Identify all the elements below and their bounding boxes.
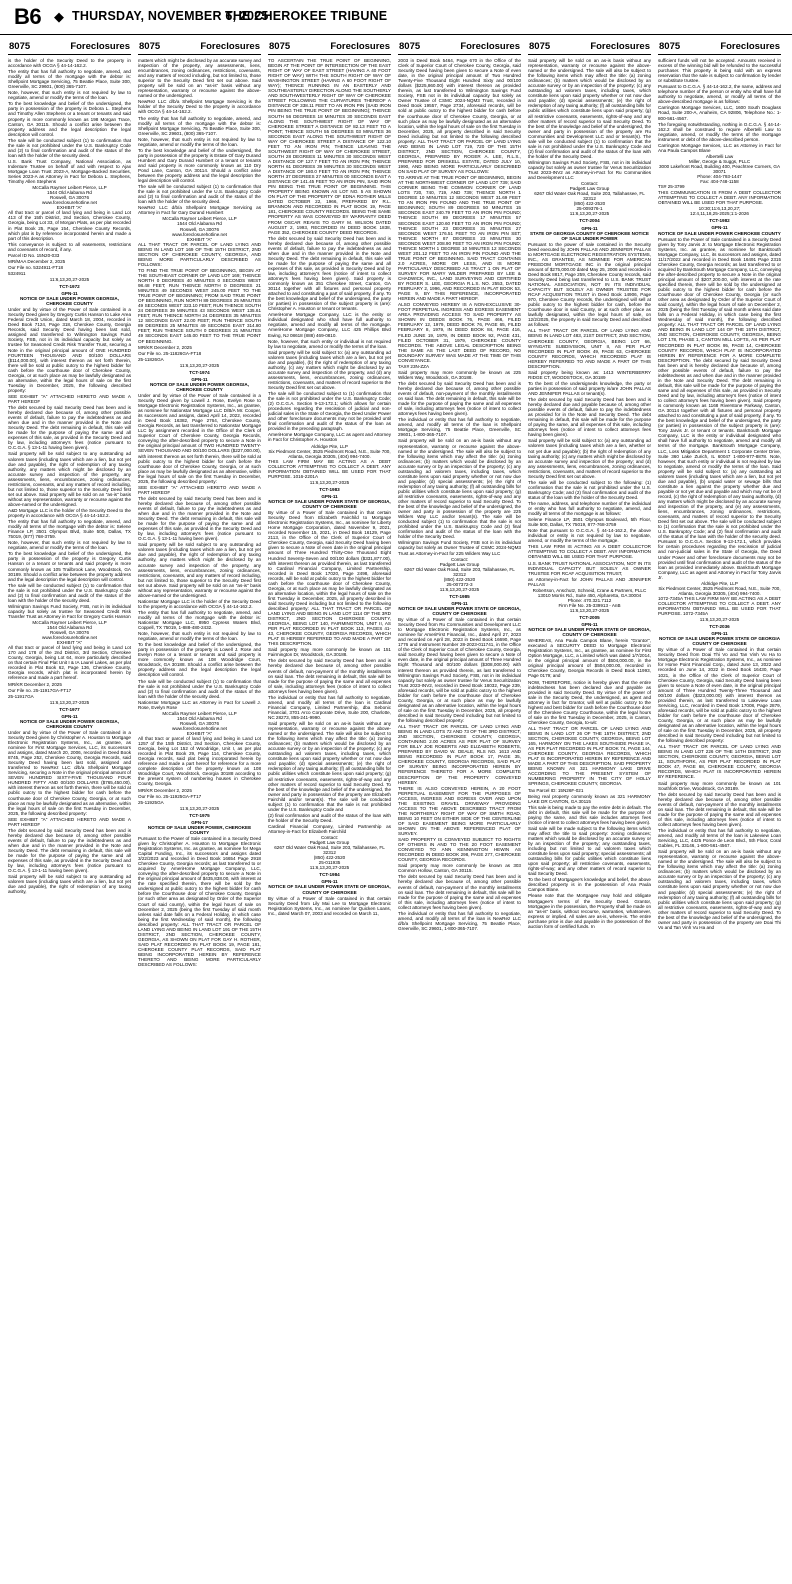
notice-paragraph: 2003 in Deed Book 5464, Page 670 in the Office of the Clerk of Superior Court of Cherokee County, Georgia, said Security Deed having been given to secure a Note of even date, in the original principal amount of Two Hundred Twenty-Five Thousand Eight Hundred Sixty and 00/100 dollars ($225,860.00) with interest thereon as provided therein, as last transferred to Wilmington Savings Fund Society, FSB not in its individual capacity but solely as Owner Trustee of CSMC 2024-NQM3 Trust, recorded in Deed Book 19557, Page 2734, aforesaid records, will be sold at public outcry to the highest bidder for cash before the courthouse door of Cherokee County, Georgia, or at such place as may be lawfully designated as an alternative location, within the legal hours of sale on the first Tuesday in December, 2025, all property described in said Security Deed including but not limited to the following described property: ALL THAT TRACT OR PARCEL OF LAND LYING AND BEING IN LAND LOT 719, 720 OF THE 15TH DISTRICT, 2ND SECTION, CHEROKEE COUNTY, GEORGIA, PREPARED BY ROGER A. LEE, R.L.S., PREPARED FOR DRISKELL ESTATE, DATED JULY 10, 1990, AND BEING MORE PARTICULARLY DESCRIBED ON SAID PLAT OF SURVEY AS FOLLOWS: [398,58,521,175]
notice-paragraph: TO FIND THE TRUE POINT OF BEGINNING, BEGIN AT THE SOUTHEAST CORNER OF LAND LOT 169; THENCE NORTH 0 DEGREES 40 MINUTES 0 SECONDS WEST 98.48 FEET; RUN THENCE NORTH 0 DEGREES 21 MINUTES 49 SECONDS WEST 245.00 FEET TO THE TRUE POINT OF BEGINNING; FROM SAID TRUE POINT OF BEGINNING, RUN NORTH 89 DEGREES 25 MINUTES 49 SECONDS WEST 323.10 FEET; RUN THENCE SOUTH 24 DEGREES 39 MINUTES 43 SECONDS WEST 135.61 FEET; RUN THENCE NORTH 24 DEGREES 35 MINUTES 12 SECONDS EAST 22.00 FEET; RUN THENCE SOUTH 89 DEGREES 25 MINUTES 49 SECONDS EAST 314.80 FEET; RUN THENCE SOUTH 0 DEGREES 21 MINUTES 49 SECONDS EAST 145.00 FEET TO THE TRUE POINT OF BEGINNING. [138,267,261,344]
notice-paragraph: Said property will be sold subject to any outstanding ad valorem taxes (including taxes which are a lien, but not yet due and payable), the right of redemption of any taxing authority, any matters which might be disclosed by an accurate survey and inspection of the property, any assessments, liens, encumbrances, zoning ordinances, restrictions, covenants, and any matters of record including, but not limited to, those superior to the Security Deed first set out above. Said property will be sold on an "as-is" basis without any representation, warranty or recourse against the above-named or the undersigned. [8,451,131,507]
column-6 [658,40,781,1578]
notice-paragraph: Being real property commonly known as 321 HARMONY LAKE DR CANTON, GA 30115 [528,793,651,804]
section-title: Foreclosures [590,41,650,52]
notice-paragraph: Parcel ID No. 15N20-033 [8,252,60,258]
notice-paragraph: The debt secured by said Security Deed has been and is hereby declared due because of, among other possible events of default, failure to pay the indebtedness as and when due and in the manner provided in the Note and Security Deed. The debt remaining in default, this sale will be made for the purpose of paying the same and all expenses of this sale, as provided in Security Deed and by law, including attorney's fees (notice of intent to collect attorney's fees having been given). Said property is commonly known as 351 Cherokee Street, Canton, GA 30114 together with all fixtures and personal property attached to and constituting a part of said property, if any. To the best knowledge and belief of the undersigned, the party (or parties) in possession of the subject property is (are): Christopher A. Houston or tenant or tenants. [268,235,391,312]
notice-line: Aldridge Pite, LLP [311,443,348,449]
section-header [658,40,781,55]
notice-paragraph: Said sale will be made subject to the following items which may affect the title to said property: zoning ordinances; matters which would be disclosed by an accurate survey or by an inspection of the property; any outstanding taxes, including but not limited to ad valorem taxes which constitute liens upon said property; special assessments; all outstanding bills for public utilities which constitute liens upon said property; all restrictive covenants, easements, rights-of-way; and any other matters of record superior to said Security Deed. [528,825,651,877]
notice-line: 1544 Old Alabama Rd [47,625,92,631]
notice-paragraph: U.S. Bank Trust Company, National Association, as Indenture Trustee on behalf of and with respect to Ajax Mortgage Loan Trust 2023-A, Mortgage-Backed Securities, Series 2023-A as Attorney in Fact for Debora L. Stephens, Timothy Allen Stephens [8,158,131,185]
notice-paragraph: Under and by virtue of the Power of Sale contained in a Security Deed given by Lowell J. Rose, Evelyn Rose to Mortgage Electronic Registration Systems, Inc., as grantee, as nominee for Nationstar Mortgage LLC D/B/A Mr. Cooper, its successors and assigns, dated April 14, 2022, recorded in Deed Book 16382, Page 2764, Cherokee County, Georgia Records, as last transferred to Nationstar Mortgage LLC by assignment recorded in the Office of the Clerk of Superior Court of Cherokee County, Georgia Records, conveying the after-described property to secure a Note in the original principal amount of TWO HUNDRED TWENTY-SEVEN THOUSAND AND 00/100 DOLLARS ($227,000.00), with interest thereon as set forth therein, there will be sold at public outcry to the highest bidder for cash before the courthouse door of Cherokee County, Georgia, or at such place as may be lawfully designated as an alternative, within the legal hours of sale on the first Tuesday in December, 2025, the following described property: [138,392,261,484]
notice-paragraph: 25-11826GA [138,356,164,362]
notice-paragraph: The sale will be conducted subject (1) to confirmation that the sale is not prohibited under the U.S. Bankruptcy Code and (2) to final confirmation and audit of the status of the loan with the holder of the security deed. [138,678,261,699]
notice-line: 11:6,13,20,27-2025 [309,479,350,485]
notice-line: 10:30;11:6,13,20,27; [698,206,741,212]
notice-paragraph: Said property will be sold on an as-is basis without any representation, warranty or recourse against the above-named or the undersigned. The sale will also be subject to the following items which may affect the title: (a) zoning ordinances; (b) matters which would be disclosed by an accurate survey or by an inspection of the property; (c) any outstanding ad valorem taxes, including taxes, which constitute liens upon said property whether or not now due and payable; (d) special assessments; (e) the right of redemption of any taxing authority; (f) all outstanding bills for public utilities which constitute liens upon said property; (g) all restrictive covenants, easements, rights-of-way and any other matters of record superior to said Security Deed. To the best of the knowledge and belief of the undersigned, the owner and party in possession of the property are Doai Thi Vo and Tan Vinh Vu Ha and [658,849,781,930]
notice-line: Phone: 404-793-1447 [697,174,742,180]
notice-paragraph: The sale will be conducted subject (1) to confirmation that the sale is not prohibited under the U.S. Bankruptcy Code and (2) to final confirmation and audit of the status of the loan with the holder of the security deed. [8,137,131,158]
notice-line: Padgett Law Group [569,186,610,192]
notice-id: TCT-2005 [579,614,600,620]
notice-title: NOTICE OF SALE UNDER POWER STATE OF GEORGIA, COUNTY OF CHEROKEE [268,498,391,510]
section-code: 8075 [399,41,421,52]
notice-title: STATE OF GEORGIA COUNTY OF CHEROKEE NOTICE OF SALE UNDER POWER [529,230,650,241]
notice-line: 25-011935 [318,860,341,866]
notice-line: 11:6,13,20,27-2025 [49,276,90,282]
notice-paragraph: Under and by virtue of the Power of Sale contained in a Security Deed given by Christopher A. Houston to Mortgage Electronic Registration Systems, Inc., as grantee, as nominee for First Mortgage Services, LLC, its successors and assigns, dated March 20, 2006, recorded in Deed Book 8745, Page 252, Cherokee County, Georgia Records, said Security Deed having been last sold, assigned and transferred to NewRez LLC d/b/a Shellpoint Mortgage Servicing, securing a Note in the original principal amount of SEVEN HUNDRED SIXTY-FIVE THOUSAND FOUR HUNDRED FIFTY AND 00/100 DOLLARS ($765,450.00), with interest thereon as set forth therein, there will be sold at public outcry to the highest bidder for cash before the courthouse door of Cherokee County, Georgia, or at such place as may be lawfully designated as an alternative, within the legal hours of sale on the first Tuesday in December, 2025, the following described property: [8,729,131,816]
notice-paragraph: WHEREAS, Ana Paula Campos Blane, herein "Grantor", executed a SECURITY DEED to Mortgage Electronic Registration Systems, Inc., as grantee, as nominee for First Option Mortgage, LLC, a Limited which was dated 1/7/2014, in the original principal amount of $504,000.00, in the original principal amount of $504,000.00, recorded in Cherokee County, Georgia Records in Deed Book 11993, Page 0179; and [528,638,651,679]
notice-paragraph: Said property being known as: 1413 WINTERBERRY RIDGE CT, WOODSTOCK, GA 30189 [528,369,651,380]
notice-paragraph: matters which might be disclosed by an accurate survey and inspection of the property, any assessments, liens, encumbrances, zoning ordinances, restrictions, covenants, and any matters of record including, but not limited to, those superior to the Security Deed first set out above. Said property will be sold on an "as-is" basis without any representation, warranty or recourse against the above-named or the undersigned. [138,58,261,99]
notice-paragraph: TO ASCERTAIN THE TRUE POINT OF BEGINNING, BEGIN AT THE POINT OF INTERSECTION OF THE EAST RIGHT OF WAY OF EAST STREET (HAVING A 40 FOOT RIGHT OF WAY) WITH THE SOUTH RIGHT OF WAY OF WASHINGTON STREET (HAVING A 60 FOOT RIGHT OF WAY); THENCE RUNNING IN AN EASTERLY AND SOUTHEASTERLY DIRECTION ALONG THE SOUTHERLY AND SOUTHWESTERLY RIGHT OF WAY OF CHEROKEE STREET FOLLOWING THE CURVATURES THEREOF A DISTANCE OF 338.11 FEET TO AN IRON PIN (SAID IRON PIN BEING THE TRUE POINT OF BEGINNING); THENCE SOUTH 56 DEGREES 18 MINUTES 30 SECONDS EAST ALONG THE SOUTHWEST RIGHT OF WAY OF CHEROKEE STREET A DISTANCE OF 82.13 FEET TO A POINT; THENCE SOUTH 55 DEGREES 03 MINUTES 36 SECONDS EAST ALONG THE SOUTHWEST RIGHT OF WAY OF CHEROKEE STREET A DISTANCE OF 122.10 FEET TO AN IRON PIN; THENCE LEAVING THE SOUTHWEST RIGHT OF WAY OF CHEROKEE STREET, SOUTH 28 DEGREES 11 MINUTES 30 SECONDS WEST A DISTANCE OF 127.7 FEET TO AN IRON PIN; THENCE NORTH 61 DEGREES 39 MINUTES 30 SECONDS WEST A DISTANCE OF 180.0 FEET TO AN IRON PIN; THENCE NORTH 37 DEGREES 27 MINUTES 00 SECONDS EAST A DISTANCE OF 141.45 FEET TO AN IRON PIN, SAID IRON PIN BEING THE TRUE POINT OF BEGINNING. THIS PROPERTY BEING KNOWN AS LOT NO. 5 AS SHOWN ON PLAT OF THE PROPERTY OF EDNA ROTHER MILLS DATED OCTOBER 22, 1966, PREPARED BY R.L. BRANNON AND RECORDED IN PLAT BOOK 19, PAGE 181, CHEROKEE COUNTY RECORDS. BEING THE SAME PROPERTY AS WAS CONVEYED BY WARRANTY DEED FROM OSCAR REAVIS TO GARY M. WILSON DATED AUGUST 2, 1993, RECORDED IN DEED BOOK 1838, PAGE 352, CHEROKEE COUNTY DEED RECORDS. [268,58,391,235]
notice-paragraph: The individual or entity that has full authority to negotiate, amend, and modify all terms of the loan is NewRez LLC d/b/a Shellpoint Mortgage Servicing, 75 Beattie Place, Greenville, SC 29601, 1-800-365-7107. [398,910,521,931]
notice-line: McCalla Raymer Leibert Pierce, LLP [162,216,237,222]
newspaper-name: THE CHEROKEE TRIBUNE [225,9,388,23]
section-title: Foreclosures [720,41,780,52]
notice-paragraph: Note, however, that such entity is not required by law to negotiate, amend or modify the terms of the loan. [138,631,261,642]
notice-id: GPN-11 [451,600,468,606]
notice-paragraph: Nationstar Mortgage LLC as Attorney in Fact for Lowell J. Rose, Evelyn Rose [138,699,261,710]
notice-line: (850) 422-2520 [443,576,476,582]
notice-paragraph: Cardinal Financial Company, Limited Partnership as Attorney-in-Fact for Elizabeth Fairchild [268,823,391,834]
column-2 [138,40,261,1578]
notice-paragraph: By virtue of a Power of Sale contained in that certain Security Deed from Ru Communities and Development LLC to Mortgage Electronic Registration Systems, Inc., as nominee for AmeriFirst Financial, Inc., dated April 27, 2023 and recorded on April 28, 2023 in Deed Book 16690, Page 1776 and Instrument Number 28-2023-011741, in the Office of the Clerk of Superior Court of Cherokee County, Georgia, said Security Deed having been given to secure a Note of even date, in the original principal amount of Three Hundred Eight Thousand and 00/100 dollars ($308,000.00) with interest thereon as provided therein, as last transferred to Wilmington Savings Fund Society, FSB, not in its individual capacity but solely as owner trustee for Verus Securitization Trust 2023-INV2, recorded in Deed Book 18032, Page 239, aforesaid records, will be sold at public outcry to the highest bidder for cash before the courthouse door of Cherokee County, Georgia, or at such place as may be lawfully designated as an alternative location, within the legal hours of sale on the first Tuesday in December, 2025, all property described in said Security Deed including but not limited to the following described property: [398,617,521,723]
notice-paragraph: The debt secured by said Security Deed has been and is hereby declared due because of, among other possible events of default, non-payment of the monthly installments on said loan. The debt remaining in default, this sale will be made for the purpose of paying the same and all expenses of sale, including attorneys fees (notice of intent to collect attorneys fees having been given). [268,658,391,694]
notice-paragraph: 25-11917GA [8,693,34,699]
notice-line: Roswell, GA 30076 [49,195,90,201]
notice-id: TCT-1975 [189,812,210,818]
notice-paragraph: To the best of Mortgagee's knowledge and belief, the above described property is in the possession of Ana Paula Campos Blane. [528,877,651,893]
notice-paragraph: The name, address, and telephone number of the individual or entity who has full authority to negotiate, amend, and modify all terms of the mortgage is as follows: [528,500,651,517]
notice-paragraph: MR/KR December 2, 2025 [138,787,192,793]
notice-line: Roswell, GA 30076 [179,720,220,726]
notice-line: Padgett Law Group [309,840,350,846]
notice-paragraph: Our File no. 25-11826GA-FT18 [138,350,202,356]
notice-line: 11:6,13,20,27-2025 [179,362,220,368]
notice-paragraph: All that tract or parcel of land lying and being in Land Lot 413 of the 15th District, 2nd Section, Cherokee County, Georgia, being Lot 33, of Morgan Plats, as per plat recorded in Plat Book 25, Page 154, Cherokee County Records, which plat is by reference incorporated herein and made a part of this description. [8,210,131,241]
notice-id: TCT-1974 [189,369,210,375]
notice-line: 11:6,13,20,27-2025 [309,865,350,871]
notice-line: (850) 422-2520 [573,201,606,207]
notice-line: Firm File No. 25-339913 - AnB [558,602,621,608]
notice-paragraph: Please note that the Mortgagee may hold and obligate Mortgagee's terms of the Security Deed. Grantor, Mortgagee in the possession, the Property shall be made on an "as-is" basis, without recourse, warranties, whatsoever, express or implied. All sales are as-is, where-is. The entire purchase price is due and payable in the possession of the auction form of certified funds. In [528,893,651,929]
diamond-icon: ◆ [54,9,64,24]
notice-id: GPN-11 [581,225,598,231]
notice-line: 6267 Old Water Oak Road, Suite 203, Tallahassee, FL 32312 [534,191,645,202]
notice-paragraph: MR/KR December 2, 2025 [138,344,192,350]
column-text [528,58,651,929]
notice-paragraph: Pursuant to the Power of Sale contained in a Security Deed given by Tony Jarvis Jr. to Mortgage Electronic Registration Systems, Inc. as grantee, as nominee for BankSouth Mortgage Company, LLC, its successors and assigns, dated 11/17/2022 and recorded in Deed Book 16491 Page 2315 Cherokee County, Georgia records; as last transferred to or acquired by BankSouth Mortgage Company, LLC, conveying the after-described property to secure a Note in the original principal amount of $207,200.00, with interest at the rate specified therein, there will be sold by the undersigned at public outcry to the highest bidder for cash before the Courthouse door of Cherokee County, Georgia (or such other area as designated by Order of the Superior Court of said county), within the legal hours of sale on December 2, 2025 (being the first Tuesday of said month unless said date falls on a Federal Holiday, in which case being the first Wednesday of said month), the following described property: ALL THAT TRACT OR PARCEL OF LAND LYING AND BEING IN LAND LOT 144 OF THE 15TH DISTRICT, 2ND SECTION, CHEROKEE COUNTY, GEORGIA, BEING LOT 178, PHASE 1, CANTON MILL LOFTS, AS PER PLAT RECORDED IN PLAT BOOK 95, PAGE 14, CHEROKEE COUNTY RECORDS, WHICH PLAT IS INCORPORATED HEREIN BY REFERENCE FOR A MORE COMPLETE DESCRIPTION. The debt secured by said Security Deed has been and is hereby declared due because of, among other possible events of default, failure to pay the indebtedness as and when due and in the manner provided in the Note and Security Deed. The debt remaining in default, this sale will be made for the purpose of paying the same and all expenses of this sale, as provided in Security Deed and by law, including attorney's fees (notice of intent to collect attorney's fees having been given). Said property is commonly known as 1168 Riverstone Parkway, Canton, GA 30114 together with all fixtures and personal property attached to and constituting a part of said property, if any. To the best knowledge and belief of the undersigned, the party (or parties) in possession of the subject property is (are): Tony Jarvis Jr. or tenant or tenants. BankSouth Mortgage Company, LLC is the entity or individual designated who shall have full authority to negotiate, amend and modify all terms of the mortgage. BankSouth Mortgage Company, LLC, Loss Mitigation Department 1 Corporate Center Drive, Suite 360 Lake Zurich, IL 60047 1-800-977-8878. Note, however, that such entity or individual is not required by law to negotiate, amend or modify the terms of the loan. Said property will be sold subject to: (a) any outstanding ad valorem taxes (including taxes which are a lien, but not yet due and payable), (b) unpaid water or sewage bills that constitute a lien against the property whether due and payable or not yet due and payable and which may not be of record, (c) the right of redemption of any taxing authority, (d) any matters which might be disclosed by an accurate survey and inspection of the property, and (e) any assessments, liens, encumbrances, zoning ordinances, restrictions, covenants, and matters of record superior to the Security Deed first set out above. The sale will be conducted subject to (1) confirmation that the sale is not prohibited under the U.S. Bankruptcy Code; and (2) final confirmation and audit of the status of the loan with the holder of the security deed. Pursuant to O.C.G.A. Section 9-13-172.1, which provides for certain procedures regarding the rescission of judicial and non-judicial sales in the State of Georgia, the Deed Under Power and other foreclosure documents may not be provided until final confirmation and audit of the status of the loan as provided immediately above. BankSouth Mortgage Company, LLC as agent and Attorney in Fact for Tony Jarvis Jr. [658,236,781,580]
notice-paragraph: sufficient funds will not be accepted. Amounts received in excess of the winning bid will be refunded to the successful purchaser. This property is being sold with an express reservation that the sale is subject to confirmation by lender or substitute trustee. [658,58,781,84]
notice-paragraph: The debt secured by said Security Deed has been and is hereby declared due because of, among other possible events of default, failure to pay the indebtedness as and when due and in the manner provided in the Note and Security Deed. The debt remaining in default, this sale will be made for the purpose of paying the same and all expenses of this sale, as provided in the Security Deed and by law, including attorney's fees (notice pursuant to O.C.G.A. § 13-1-11 having been given). [8,405,131,451]
notice-id: TCT-2004 [579,218,600,224]
notice-paragraph: All that tract or parcel of land lying and being in Land Lot 170 and 178 of the 2nd District, 3rd Section, Cherokee County, Georgia, being Lot 64, more particularly described on that certain Final Plat Unit I & IA Laurel Lakes, as per plat recorded in Plat Book 62, Page 136, Cherokee County, Georgia records, which plat is incorporated herein by reference and made a part hereof. [8,645,131,681]
notice-id: GPN-11 [61,291,78,297]
notice-paragraph: The sale will be conducted subject (1) to confirmation that the sale is not prohibited under the U.S. Bankruptcy Code and (2) to final confirmation and audit of the status of the loan with the holder of the security deed. [138,184,261,205]
notice-paragraph: Under and by virtue of the Power of Sale contained in a Security Deed given by Gregory Curtis Hanson to Lake Area Federal Credit Union, dated March 18, 2004, recorded in Deed Book 7124, Page 318, Cherokee County, Georgia Records, said Security Deed having been last sold, assigned and transferred to Wilmington Savings Fund Society, FSB, not in its individual capacity but solely as trustee for Seasoned Credit Risk Transfer Trust, securing a Note in the original principal amount of ONE HUNDRED FOURTEEN THOUSAND AND 00/100 DOLLARS ($114,000.00), with interest thereon as set forth therein, there will be sold at public outcry to the highest bidder for cash before the courthouse door of Cherokee County, Georgia, or at such place as may be lawfully designated as an alternative, within the legal hours of sale on the first Tuesday in December, 2025, the following described property: [8,307,131,393]
notice-paragraph: The entity that has full authority to negotiate, amend, and modify all terms of the mortgage with the debtor is: Nationstar Mortgage LLC, 8950 Cypress Waters Blvd, Coppell, TX 75019, 1-888-480-2432. [138,609,261,631]
column-4 [398,40,521,1578]
notice-paragraph: The debt secured by said Security Deed has been and is hereby declared due because of, among other possible events of default, non-payment of the monthly installments on said loan. The debt remaining in default, this sale will be made for the purpose of paying the same and all expenses of this sale, including attorneys fees (notice of intent to collect attorneys fees having been given). [398,874,521,910]
notice-line: 25-007372-3 [446,581,473,587]
notice-paragraph: U.S. BANK TRUST NATIONAL ASSOCIATION, NOT IN ITS INDIVIDUAL CAPACITY BUT SOLELY AS OWNER TRUSTEE FOR RCAF ACQUISITION TRUST, [528,560,651,576]
notice-paragraph: NOW, THEREFORE, notice is hereby given that the entire indebtedness has been declared due and payable as provided in said Security Deed. By virtue of the power of sale in the Security Deed, the undersigned, as agent and attorney in fact for Grantor, will sell at public outcry to the highest and best bidder for cash before the Courthouse door of the Cherokee County Courthouse, within the legal hours of sale on the first Tuesday in December, 2025, in Canton, Cherokee County, Georgia, to-wit: [528,679,651,725]
notice-line: (850) 422-2520 [313,855,346,861]
notice-paragraph: Wilmington Savings Fund Society, FSB, not in its individual capacity but solely as owner trustee for Verus Securitization Trust 2023-INV2 as Attorney-in-Fact for Ru Communities and Development LLC [528,159,651,181]
notice-paragraph: Our File no. 25-11925GA-FT17 [138,793,202,799]
notice-paragraph: A&D Mortgage LLC is the holder of the Security Deed to the property in accordance with OCGA § 44-14-162.2. [8,507,131,519]
notice-paragraph: SEE EXHIBIT "A" ATTACHED HERETO AND MADE A PART HEREOF [138,484,261,495]
notice-paragraph: The individual or entity that has full authority to negotiate, amend, and modify all terms of the loan is Lakeview Loan Servicing, LLC, 4425 Ponce de Leon Blvd., 5th Floor, Coral Gables, FL 33146, 1-800-561-4567. [658,827,781,849]
notice-title: NOTICE OF SALE UNDER POWER, CHEROKEE COUNTY [147,824,252,835]
notice-paragraph: Tax Parcel ID: 15N26F-021 [528,787,584,793]
notice-line: EXHIBIT "A" [56,640,83,646]
notice-paragraph: TO ARRIVE AT THE TRUE POINT OF BEGINNING, BEGIN AT THE NORTHWEST CORNER OF LAND LOT 739; SAID CORNER BEING THE COMMON CORNER OF LAND LOTS 720, 740, 719, AND 739; THENCE NORTH 1 DEGREE 10 MINUTES 12 SECONDS WEST 31.69 FEET TO AN IRON PIN FOUND AND THE TRUE POINT OF BEGINNING; SOUTH 89 DEGREES 50 MINUTES 15 SECONDS EAST 240.79 FEET TO AN IRON PIN FOUND; THENCE SOUTH 89 DEGREES 17 MINUTES 57 SECONDS EAST 120.60 FEET TO AN IRON PIN FOUND; THENCE SOUTH 23 DEGREES 31 MINUTES 27 SECONDS WEST 176.51 FEET TO AN IRON PIN SET; THENCE NORTH 87 DEGREES 23 MINUTES 30 SECONDS WEST 208.90 FEET TO AN IRON PIN FOUND; THENCE NORTH 1 DEGREE 10 MINUTES 12 SECONDS WEST 201.12 FEET TO AN IRON PIN FOUND AND THE TRUE POINT OF BEGINNING. SAID TRACT CONTAINS 2.0 ACRES, MORE OR LESS, AND IS MORE PARTICULARLY DESCRIBED AS TRACT 1 ON PLAT OF SURVEY FOR MARY WILDER PREPARED BY LEE & CHADWICK, INC., LAND SURVEYING AND CERTIFIED BY ROGER S. LEE, GEORGIA R.L.S. NO. 2553, DATED FEBRUARY 2, 1996, AND RECORDED IN PLAT BOOK 53, PAGE 9, BY THIS REFERENCE, INCORPORATED HEREIN AND MADE A PART HEREOF. [398,175,521,302]
notice-paragraph: Said property will be sold on an as-is basis without any representation, warranty or recourse against the above-named or the undersigned. The sale will also be subject to the following items which may affect the title: (a) zoning ordinances; (b) matters which would be disclosed by an accurate survey or by an inspection of the property; (c) any outstanding ad valorem taxes, including taxes, which constitute liens upon said property whether or not now due and payable; (d) special assessments; (e) the right of redemption of any taxing authority; (f) all outstanding bills for public utilities which constitute liens upon said property; (g) all restrictive covenants, easements, rights-of-way and any other matters of record superior to said Security Deed. To the best of the knowledge and belief of the undersigned, the owner and party in possession of the property are 225 Wilders Way LLC and/or tenant(s). The sale will be conducted subject (1) to confirmation that the sale is not prohibited under the U.S. Bankruptcy Code and (2) final confirmation and audit of the status of the loan with the holder of the Security Deed. [398,438,521,540]
notice-paragraph: 1072-7345A THIS LAW FIRM MAY BE ACTING AS A DEBT COLLECTOR ATTEMPTING TO COLLECT A DEBT. ANY INFORMATION OBTAINED WILL BE USED FOR THAT PURPOSE. 1072-7345A [658,595,781,617]
notice-paragraph: Said property will be sold subject to any outstanding ad valorem taxes (including taxes which are a lien, but not yet due and payable), the right of redemption of any taxing authority, any matters which might be disclosed by an accurate survey and inspection of the property, any assessments, liens, encumbrances, zoning ordinances, restrictions, covenants, and any matters of record including, but not limited to, those superior to the Security Deed first set out above. Said property will be sold on an "as-is" basis without any representation, warranty or recourse against the above-named or the undersigned. [138,542,261,598]
column-text [8,58,131,894]
notice-paragraph: To the best knowledge and belief of the undersigned, the party in possession of the property is Gregory Curtis Hanson or a tenant or tenants and said property is more commonly known as 105 Trailbrook Lane, Woodstock, GA 30189. Should a conflict arise between the property address and the legal description the legal description will control. [8,551,131,582]
notice-title: NOTICE OF SALE UNDER POWER GEORGIA, CHEROKEE COUNTY [19,718,120,729]
notice-line: 11:6,13,20,27-2025 [439,586,480,592]
notice-line: Roswell, GA 30076 [179,226,220,232]
notice-paragraph: Said property may more commonly be known as 303 Common Hollow, Canton, GA 30115. [398,863,521,874]
notice-paragraph: All that tract or parcel of land lying and being in Land Lot 1257 of the 15th District, 2nd Section, Cherokee County, Georgia, being Lot 152 of Woodridge, Unit I, as per plat recorded in Plat Book 29, Page 114, Cherokee County, Georgia records, said plat being incorporated herein by reference and made a part hereof for reference for a more complete description of the property known as 108 Woodridge Court, Woodstock, Georgia 30188 according to the present system of numbering houses in Cherokee County, Georgia. [138,736,261,787]
notice-paragraph: THIS LAW FIRM IS ACTING AS A DEBT COLLECTOR ATTEMPTING TO COLLECT A DEBT. ANY INFORMATION OBTAINED WILL BE USED FOR THAT PURPOSE. [528,544,651,560]
column-1 [8,40,131,1578]
notice-paragraph: The individual or entity that has full authority to negotiate, amend, and modify all terms of the loan is Shellpoint Mortgage Servicing, 75 Beattie Place, Greenville, SC 29601, 1-800-365-7107. [398,417,521,438]
notice-title: NOTICE OF SALE UNDER POWER STATE OF GEORGIA, COUNTY OF CHEROKEE [528,627,651,638]
notice-paragraph: TS# 25-3799 [658,184,685,190]
notice-paragraph: 25-11925GA [138,799,164,805]
notice-paragraph: Note, however, that such entity is not required by law to negotiate, amend or modify the terms of the loan. [8,540,131,551]
notice-paragraph: The debt secured by said Security Deed has been and is hereby declared due because of, among other possible events of default, non-payment of the monthly installments on said loan. The debt remaining in default, this sale will be made for the purpose of paying the same and all expenses of this sale, including attorneys fees (notice of intent to collect attorneys fees having been given). [658,791,781,827]
notice-paragraph: The debt secured by said Security Deed has been and is hereby declared due because of, among other possible events of default, failure to pay the indebtedness as and when due and in the manner provided in the Note and Security Deed. The debt remaining in default, this sale will be made for the purpose of paying the same and all expenses of this sale, as provided in the Security Deed and by law, including attorney's fees (notice pursuant to O.C.G.A. § 13-1-11 having been given). [138,495,261,542]
notice-paragraph: Our File no. 5324911-FT18 [8,264,64,270]
notice-paragraph: The entity that has full authority to negotiate, amend, and modify all terms of the mortgage with the debtor is: Selene Finance LP, 3501 Olympus Blvd, Suite 500, Dallas, TX 75019, (877) 768-3759. [8,519,131,540]
notice-line: 11:6,13,20,27-2025 [569,607,610,613]
notice-paragraph: Wilmington Savings Fund Society, FSB not in its individual capacity but solely as Owner Trustee of CSMC 2024-NQM3 Trust as Attorney-in-Fact for 225 Wilders Way LLC [398,540,521,556]
notice-paragraph: is the holder of the Security Deed to the property in accordance with OCGA § 44-14-162.2. [8,58,131,69]
notice-line: McCalla Raymer Leibert Pierce, LLP [32,619,107,625]
notice-paragraph: The debt secured by said Security Deed has been and is hereby declared due because of, among other possible events of default, failure to pay the indebtedness as and when due and in the manner provided in the Note and Security Deed. The debt remaining in default, this sale will be made for the purpose of paying the same and all expenses of this sale, as provided in the Security Deed and by law, including attorney's fees (notice pursuant to O.C.G.A. § 13-1-11 having been given). [8,827,131,874]
section-code: 8075 [9,41,31,52]
notice-line: McCalla Raymer Leibert Pierce, LLP [162,710,237,716]
notice-id: GPN-11 [191,376,208,382]
notice-paragraph: Pursuant to the power of sale contained in the Security Deed executed by JOHN PALLAS AND JENNIFER PALLAS to MORTGAGE ELECTRONIC REGISTRATION SYSTEMS, INC., AS GRANTEE, AS NOMINEE FOR AMERICAN FREEDOM MORTGAGE INC in the original principal amount of $275,000.00 dated May 25, 2006 and recorded in Deed Book 8817, Page 259, Cherokee County records, said Security Deed being last transferred to U.S. BANK TRUST NATIONAL ASSOCIATION, NOT IN ITS INDIVIDUAL CAPACITY BUT SOLELY AS OWNER TRUSTEE FOR RCAF ACQUISITION TRUST in Deed Book 14906, Page 970, Cherokee County records, the undersigned will sell at public outcry to the highest bidder for cash, before the Courthouse door in said County, or at such other place as lawfully designated, within the legal hours of sale, on 12/2/2025, the property in said Security Deed and described as follows: [528,241,651,328]
notice-line: EXHIBIT "A" [186,236,213,242]
notice-paragraph: AmeriHome Mortgage Company, LLC as agent and Attorney in Fact for Christopher A. Houston [268,432,391,443]
notice-line: 1544 Old Alabama Rd [177,715,222,721]
notice-line: Phone: 470.321.7112 [567,597,612,603]
notice-id: GPN-11 [711,631,728,637]
notice-line: Six Piedmont Center, 3525 Piedmont Road, N.E., Suite 700, Atlanta, Georgia 30305, (404) 994-7400. [268,448,391,459]
notice-line: 6267 Old Water Oak Road, Suite 203, Tallahassee, FL 32312 [274,845,385,856]
notice-line: Six Piedmont Center, 3525 Piedmont Road, N.E., Suite 700, Atlanta, Georgia 30305, (404) 994-7400. [658,585,781,596]
notice-paragraph: ALL THAT TRACT OR PARCEL OF LAND LYING AND BEING IN LAND LOT 26 OF THE 15TH DISTRICT, 2ND SECTION, CHEROKEE COUNTY, GEORGIA, BEING LOT 165, HARMONY ON THE LAKES SOUTHSIDE PHASE IA, AS PER PLAT RECORDED IN PLAT BOOK 74, PAGE 144, CHEROKEE COUNTY, GEORGIA RECORDS, WHICH PLAT IS INCORPORATED HEREIN BY REFERENCE AND MADE A PART OF THIS DESCRIPTION. SAID PROPERTY BEING KNOWN AS 321 HARMONY LAKE DRIVE ACCORDING TO THE PRESENT SYSTEM OF NUMBERING PROPERTY IN THE CITY OF HOLLY SPRINGS, CHEROKEE COUNTY, GEORGIA. [528,725,651,787]
notice-id: TCT-1982 [709,218,730,224]
notice-line: EXHIBIT "A" [186,731,213,736]
notice-line: Contact: [580,181,599,187]
notice-id: GPN-17 [191,819,208,825]
notice-paragraph: The sale will be conducted subject (1) to confirmation that the sale is not prohibited under the U.S. Bankruptcy Code and (2) to final confirmation and audit of the status of the loan with the holder of the security deed. [8,582,131,603]
notice-id: GPN-11 [581,622,598,628]
notice-line: Albertelli Law [705,153,734,159]
notice-paragraph: Note, however, that such entity is not required by law to negotiate, amend or modify the terms of the loan. [8,90,131,101]
notice-paragraph: NewRez LLC d/b/a Shellpoint Mortgage Servicing is the holder of the Security Deed to the property in accordance with OCGA § 44-14-162.2. [138,99,261,115]
legal-notices-columns [8,40,784,1578]
notice-paragraph: By virtue of a Power of Sale contained in that certain Security Deed from Lily Mai Lee to Mortgage Electronic Registration Systems, Inc., as nominee for Quicken Loans, Inc., dated March 07, 2003 and recorded on March 11, [268,895,391,916]
notice-title: NOTICE OF SALE UNDER POWER STATE OF GEORGIA, COUNTY OF CHEROKEE [268,884,391,895]
notice-paragraph: To the best of the undersigneds knowledge, the party or parties in possession of said property is/are JOHN PALLAS AND JENNIFER PALLAS or tenant(s). [528,380,651,396]
notice-paragraph: The sale will be conducted subject to the following: (1) confirmation that the sale is not prohibited under the U.S. Bankruptcy Code; and (2) final confirmation and audit of the status of the loan with the holder of the Security Deed. [528,479,651,500]
notice-id: GPN-11 [61,713,78,719]
page-header [0,0,792,35]
notice-line: 13010 Morris Rd., Suite 450, Alpharetta, GA 30004 [537,592,642,598]
section-title: Foreclosures [70,41,130,52]
notice-title: NOTICE OF SALE UNDER POWER CHEROKEE COUNTY [658,230,781,236]
notice-paragraph: The debt secured by said Security Deed has been and is hereby declared due and payable because of, among other possible events of default, failure to pay the indebtedness as provided for in the Note and Security Deed. The debt remaining in default, this sale will be made for the purpose of paying the same, and all expenses of this sale, including attorneys fees (notice of intent to collect attorneys fees having been given). [528,397,651,438]
notice-paragraph: The entity that has full authority to negotiate, amend, and modify all terms of the mortgage with the debtor is: Shellpoint Mortgage Servicing, 75 Beattie Place, Suite 300, Greenville, SC 29601, (800) 365-7107. [138,115,261,136]
notice-line: Robertson, Anschutz, Schneid, Crane & Partners, PLLC [532,587,647,593]
notice-paragraph: ALL THAT TRACT OR PARCEL OF LAND LYING AND BEING IN LAND LOT 169 OF THE 15TH DISTRICT, 2ND SECTION OF CHEROKEE COUNTY, GEORGIA, AND BEING MORE PARTICULARLY DESCRIBED AS FOLLOWS: [138,241,261,267]
notice-paragraph: Our File no. 25-11917GA-FT17 [8,687,72,693]
notice-line: 1544 Old Alabama Rd [177,221,222,227]
section-header [398,40,521,55]
notice-id: TCT-1983 [319,486,340,492]
notice-paragraph: MR/KR December 2, 2025 [8,681,62,687]
notice-line: 12:4,11,18,25-2025;1:1-2026 [690,211,749,217]
notice-paragraph: (2) final confirmation and audit of the status of the loan with the holder of the Security Deed. [268,812,391,823]
notice-paragraph: Nationstar Mortgage LLC is the holder of the Security Deed to the property in accordance with OCGA § 44-14-162.2. [138,598,261,609]
notice-line: 11:6,13,20,27-2025 [699,617,740,623]
notice-line: Padgett Law Group [439,561,480,567]
notice-id: TCT-1985 [449,593,470,599]
notice-line: 11:6,13,20,27-2025 [179,805,220,811]
notice-paragraph: The entity that has full authority to negotiate, amend, and modify all terms of the mortgage with the debtor is: Shellpoint Mortgage Servicing, 75 Beattie Place, Suite 300, Greenville, SC 29601, (800) 365-7107. [8,69,131,90]
section-header [8,40,131,55]
section-code: 8075 [659,41,681,52]
section-title: Foreclosures [200,41,260,52]
column-text [268,58,391,916]
column-5 [528,40,651,1578]
notice-line: McCalla Raymer Leibert Pierce, LLP [32,185,107,191]
notice-title: NOTICE OF SALE UNDER POWER STATE OF GEORGIA COUNTY OF CHEROKEE [658,636,781,647]
notice-paragraph: Said property will be sold subject to any outstanding ad valorem taxes (including taxes which are a lien, but not yet due and payable), the right of redemption of any taxing authority, [8,874,131,895]
column-text [658,58,781,930]
notice-paragraph: Carrington Mortgage Services, LLC, 1600 South Douglass Road, Suite 200-A, Anaheim, CA 92806, Telephone No.: 1-800-561-4567. [658,105,781,121]
notice-line: www.foreclosurehotline.net [42,635,97,641]
notice-line: 1544 Old Alabama Rd [47,190,92,196]
notice-id: TCT-1977 [59,706,80,712]
notice-paragraph: MR/MAA December 2, 2025 [8,258,66,264]
notice-paragraph: To the best knowledge and belief of the undersigned, the party in possession of the property is Estate Of Gary Durand Humbert and Gary Durand Humbert or a tenant or tenants and said property is more commonly known as 110 Dry Pond Lane, Canton, GA 30114. Should a conflict arise between the property address and the legal description the legal description will control. [138,147,261,184]
notice-line: 11:6,13,20,27-2025 [569,211,610,217]
section-title: Foreclosures [460,41,520,52]
notice-paragraph: Note that pursuant to O.C.G.A. § 44-14-162.2, the above individual or entity is not required by law to negotiate, amend, or modify the terms of the mortgage. [528,528,651,544]
notice-paragraph: Said property may more commonly be known as 225 Wilders Way, Woodstock, GA 30188. [398,369,521,380]
publication-date: THURSDAY, NOVEMBER 6, 2025 [72,9,269,23]
notice-title: NOTICE OF SALE UNDER POWER GEORGIA, CHEROKEE COUNTY [149,381,250,392]
notice-paragraph: Note, however, that such entity or individual is not required by law to negotiate, amend or modify the terms of the loan. [268,338,391,349]
notice-paragraph: THIS LAW FIRM MAY BE ACTING AS A DEBT COLLECTOR ATTEMPTING TO COLLECT A DEBT. ANY INFORMATION OBTAINED WILL BE USED FOR THAT PURPOSE. 1016-2201A [268,458,391,479]
notice-paragraph: ALL THAT TRACT OR PARCEL OF LAND LYING AND BEING IN LAND LOT 483, 21ST DISTRICT, 2ND SECTION, CHEROKEE COUNTY, GEORGIA, BEING LOT 66, WYNGATE SUBDIVISION, UNIT II, AS PER PLAT RECORDED IN PLAT BOOK 49, PAGE 63, CHEROKEE COUNTY RECORDS, WHICH RECORDED PLAT IS HEREBY REFERRED TO AND MADE A PART OF THIS DESCRIPTION. [528,328,651,369]
page-number: B6 [14,4,42,29]
notice-paragraph: Selene Finance LP, 3501 Olympus Boulevard, 5th Floor, Suite 500, Dallas, TX 75019, 877-768-3759 [528,517,651,528]
notice-line: Aldridge Pite, LLP [701,580,738,586]
notice-paragraph: This conveyance is subject to all easements, restrictions and covenants of record, if any. [8,241,131,252]
notice-line: Fax: 404-748-1158 [700,179,739,185]
notice-paragraph: THIS COMMUNICATION IS FROM A DEBT COLLECTOR ATTEMPTING TO COLLECT A DEBT. ANY INFORMATION OBTAINED WILL BE USED FOR THAT PURPOSE. [658,190,781,206]
notice-paragraph: as Attorney-in-Fact for JOHN PALLAS AND JENNIFER PALLAS [528,576,651,587]
notice-paragraph: Wilmington Savings Fund Society, FSB, not in its individual capacity but solely as trustee for Seasoned Credit Risk Transfer Trust as Attorney in Fact for Gregory Curtis Hanson [8,603,131,619]
notice-line: 25-009376-1 [576,206,603,212]
notice-paragraph: Said property will be sold on an as-is basis without any representation, warranty or recourse against the above-named or the undersigned. The sale will also be subject to the following items which may affect the title: (a) zoning ordinances; (b) matters which would be disclosed by an accurate survey or by an inspection of the property; (c) any outstanding ad valorem taxes, including taxes, which constitute liens upon said property whether or not now due and payable; (d) special assessments; (e) the right of redemption of any taxing authority; (f) all outstanding bills for public utilities which constitute liens upon said property; (g) all restrictive covenants, easements, rights-of-way and any other matters of record superior to said Security Deed. To the best of the knowledge and belief of the undersigned, the owner and party in possession of the property are Elizabeth Fairchild and/or tenant(s). The sale will be conducted subject (1) to confirmation that the sale is not prohibited under the U.S. Bankruptcy Code and [268,721,391,812]
notice-paragraph: SEE EXHIBIT "A" ATTACHED HERETO AND MADE A PART HEREOF [8,393,131,404]
notice-line: 6267 Old Water Oak Road, Suite 203, Tallahassee, FL 32312 [404,566,515,577]
section-header [528,40,651,55]
notice-paragraph: By virtue of a Power of Sale contained in that certain Security Deed from Doai Thi Vo and Tan Vinh Vu Ha to Mortgage Electronic Registration Systems, Inc., as nominee for Home Point Financial Corp., dated June 13, 2022 and recorded on June 14, 2022 in Deed Book 16430, Page 1021, in the Office of the Clerk of Superior Court of Cherokee County, Georgia, said Security Deed having been given to secure a Note of even date, in the original principal amount of Three Hundred Twenty-Three Thousand and 00/100 dollars ($323,000.00) with interest thereon as provided therein, as last transferred to Lakeview Loan Servicing, LLC, recorded in Deed Book 17008, Page 2879, aforesaid records, will be sold at public outcry to the highest bidder for cash before the courthouse door of Cherokee County, Georgia, or at such place as may be lawfully designated as an alternative location, within the legal hours of sale on the first Tuesday in December, 2025, all property described in said Security Deed including but not limited to the following described property: [658,647,781,744]
notice-paragraph: ALSO CONVEYED HEREBY IS A NON-EXCLUSIVE 30-FOOT PERPETUAL INGRESS AND EGRESS EASEMENT AREA PROVIDING ACCESS TO SAID PROPERTY AS SHOWN IN DEEDS BOOK 76, PAGE 466, FILED FEBRUARY 12, 1979, DEED BOOK 76, PAGE 65, FILED FEBRUARY 8, 1979, IN DEED BOOK 84, PAGE 416, FILED JUNE 19, 1979, IN DEED BOOK 92, PAGE 431, FILED OCTOBER 31, 1979, CHEROKEE COUNTY RECORDS. THE ABOVE LEGAL DESCRIPTION BEING THE SAME AS THE LAST DEED OF RECORD, NO BOUNDARY SURVEY WAS MADE AT THE TIME OF THIS CONVEYANCE. [398,302,521,363]
notice-paragraph: To the best knowledge and belief of the undersigned, the party in possession of the property is Debora L. Stephens and Timothy Allen Stephens or a tenant or tenants and said property is more commonly known as 198 Morgan Trace, Canton, GA 30115. Should a conflict arise between the property address and the legal description the legal description will control. [8,101,131,137]
notice-paragraph: To the best knowledge and belief of the undersigned, the party in possession of the property is Lowell J. Rose and Evelyn Rose or a tenant or tenants and said property is more commonly known as 108 Woodridge Court, Woodstock, GA 30188. Should a conflict arise between the property address and the legal description the legal description will control. [138,642,261,678]
notice-paragraph: AmeriHome Mortgage Company, LLC is the entity or individual designated who shall have full authority to negotiate, amend and modify all terms of the mortgage. AmeriHome Mortgage Company, LLC 425 Phillips Blvd Ewing, NJ 08618 (888) 469-0810. [268,312,391,338]
notice-paragraph: By virtue of a Power of Sale contained in that certain Security Deed from Elizabeth Fairchild to Mortgage Electronic Registration Systems, Inc., as nominee for Liberty Home Mortgage Corporation, dated November 9, 2021, recorded November 15, 2021, in Deed Book 16129, Page 2113, in the Office of the Clerk of Superior Court of Cherokee County, Georgia, said Security Deed having been given to secure a Note of even date in the original principal amount of Three Hundred Thirty-One Thousand Eight Hundred Seventy-Seven and 00/100 dollars ($331,877.00), with interest thereon as provided therein, as last transferred to Cardinal Financial Company, Limited Partnership, recorded in Deed Book 17020, Page 2498, aforesaid records, will be sold at public outcry to the highest bidder for cash before the courthouse door of Cherokee County, Georgia, or at such place as may be lawfully designated as an alternative location, within the legal hours of sale on the first Tuesday in December, 2025, all property described in said Security Deed including but not limited to the following described property: ALL THAT TRACT OR PARCEL OF LAND LYING AND BEING IN LAND LOT 1114 OF THE 3RD DISTRICT, 2ND SECTION CHEROKEE COUNTY, GEORGIA, BEING LOT 140, FAIRMINGTON, UNIT II, AS PER PLAT RECORDED IN PLAT BOOK 113, PAGES 41-43, CHEROKEE COUNTY, GEORGIA RECORDS, WHICH PLAT IS HEREBY REFERRED TO AND MADE A PART OF THIS DESCRIPTION. [268,510,391,647]
notice-line: Contact: [320,835,339,841]
section-code: 8075 [139,41,161,52]
notice-paragraph: Said property may more commonly be known as 151 Fairmington Dr, Woodstock, GA 30188. [268,647,391,658]
notice-line: EXHIBIT "A" [56,205,83,211]
notice-paragraph: The sale will be conducted subject to (1) confirmation that the sale is not prohibited under the U.S. Bankruptcy Code; (2) O.C.G.A. Section 9-13-172.1; which allows for certain procedures regarding the rescission of judicial and non-judicial sales in the State of Georgia, the Deed Under Power and other foreclosure documents may not be provided until final confirmation and audit of the status of the loan as provided in the preceding paragraph. [268,391,391,432]
column-text [398,58,521,931]
notice-id: GPN-11 [711,225,728,231]
notice-paragraph: SAID PROPERTY IS CONVEYED SUBJECT TO RIGHTS OF OTHERS IN AND TO THE 20 FOOT EASEMENT CONVEYED TO ANN KENNINGTON HEWIN AS RECORDED IN DEED BOOK 298, PAGE 277, CHEROKEE COUNTY, GEORGIA RECORDS. [398,837,521,863]
notice-paragraph: ALL THAT TRACT OR PARCEL OF LAND LYING AND BEING IN LAND LOTS 72 AND 73 OF THE 3RD DISTRICT, 2ND SECTION, CHEROKEE COUNTY, GEORGIA, CONTAINING 2.00 ACRES AS PER PLAT OF SURVEY FOR BILLY JOE ROBERTS AND ELIZABETH ROBERTS, PREPARED BY DAVID W. DEALE, RLS NO. 1613 AND BEING RECORDED IN PLAT BOOK 17, PAGE 35, CHEROKEE COUNTY, GEORGIA RECORDS, SAID PLAT OF SURVEY BEING INCORPORATED HEREIN BY REFERENCE THERETO FOR A MORE COMPLETE DESCRIPTION OF THE PROPERTY CONVEYED HEREBY. [398,724,521,785]
notice-paragraph: Pursuant to O.C.G.A. § 44-14-162.2, the name, address and telephone number of the person or entity who shall have full authority to negotiate, amend, or modify all terms of the above-described mortgage is as follows: [658,84,781,105]
notice-paragraph: Said property may more commonly be known as 101 Southfork Drive, Woodstock, GA 30189. [658,780,781,791]
section-header [268,40,391,55]
notice-paragraph: Said property will be sold subject to: (a) any outstanding ad valorem taxes (including taxes which are a lien, whether or not yet due and payable); (b) the right of redemption of any taxing authority; (c) any matters which might be disclosed by an accurate survey and inspection of the property; and (d) any assessments, liens, encumbrances, zoning ordinances, restrictions, covenants, and matters of record superior to the Security Deed first set out above. [528,438,651,479]
notice-paragraph: The individual or entity that has full authority to negotiate, amend, and modify all terms of the loan is Cardinal Financial Company, Limited Partnership, dba Sebonic Financial, 3701 Arco Corporate Drive, Suite 200, Charlotte, NC 28273, 855-241-9990. [268,694,391,720]
notice-line: www.foreclosurehotline.net [172,725,227,731]
notice-line: 3000 Lakefront Road, Building 400, Peachtree Corners, GA 30071 [658,163,781,174]
notice-paragraph: SEE EXHIBIT "A" ATTACHED HERETO AND MADE A PART HEREOF [8,816,131,827]
section-code: 8075 [529,41,551,52]
section-title: Foreclosures [330,41,390,52]
notice-paragraph: This sale is being made to pay the entire debt in default. The debt in default, this sale will be made for the purpose of paying the same, and this sale includes attorneys fees (notice of intent to collect attorneys fees having been given). [528,804,651,825]
notice-paragraph: Said property will be sold subject to: (a) any outstanding ad valorem taxes (including taxes which are a lien, but not yet due and payable), (b) the right of redemption of any taxing authority, (c) any matters which might be disclosed by an accurate survey and inspection of the property, and (d) any assessments, liens, encumbrances, zoning ordinances, restrictions, covenants, and matters of record superior to the Security Deed first set out above. [268,349,391,390]
notice-paragraph: Carrington Mortgage Services, LLC as Attorney in Fact for Ana Paula Campos Blane [658,142,781,153]
notice-line: Roswell, GA 30076 [49,630,90,636]
notice-line: Contact: [450,556,469,562]
section-header [138,40,261,55]
notice-paragraph: TAX# 23N-ZZA [398,363,430,369]
notice-line: www.foreclosurehotline.net [172,231,227,237]
notice-id: TCT-2036 [709,624,730,630]
notice-paragraph: Said property will be sold on an as-is basis without any representation, warranty or recourse against the above-named or the undersigned. The sale will also be subject to the following items which may affect the title: (a) zoning ordinances; (b) matters which would be disclosed by an accurate survey or by an inspection of the property; (c) any outstanding ad valorem taxes, including taxes, which constitute liens upon said property whether or not now due and payable; (d) special assessments; (e) the right of redemption of any taxing authority; (f) all outstanding bills for public utilities which constitute liens upon said property; (g) all restrictive covenants, easements, rights-of-way and any other matters of record superior to said Security Deed. To the best of the knowledge and belief of the undersigned, the owner and party in possession of the property are Ru Communities and Development LLC and or tenant(s). The sale will be conducted subject (1) to confirmation that the sale is not prohibited under the U.S. Bankruptcy Code and (2) final confirmation and audit of the status of the loan with the holder of the Security Deed. [528,58,651,159]
notice-paragraph: NewRez LLC d/b/a Shellpoint Mortgage Servicing as Attorney in Fact for Gary Durand Humbert [138,205,261,216]
notice-id: TCT-1972 [59,283,80,289]
column-text [138,58,261,967]
notice-paragraph: ALL THAT TRACT OR PARCEL OF LAND LYING AND BEING IN LAND LOT 226 OF THE 14TH DISTRICT, 2ND SECTION, CHEROKEE COUNTY, GEORGIA, BEING LOT 11, SOUTHFORK, AS PER PLAT RECORDED IN PLAT BOOK 47, PAGE 68, CHEROKEE COUNTY, GEORGIA RECORDS, WHICH PLAT IS INCORPORATED HEREIN BY REFERENCE. [658,744,781,780]
notice-line: www.foreclosurehotline.net [42,200,97,206]
notice-paragraph: 5324911 [8,270,26,276]
notice-paragraph: Note, however, that such entity is not required by law to negotiate, amend or modify the terms of the loan. [138,136,261,147]
notice-id: GPN-11 [321,493,338,499]
notice-paragraph: The debt secured by said Security Deed has been and is hereby declared due because of, among other possible events of default, non-payment of the monthly installments on said loan. The debt remaining in default, this sale will be made for the purpose of paying the same and all expenses of sale, including attorneys fees (notice of intent to collect attorneys fees having been given). [398,380,521,417]
notice-id: TCT-1984 [319,872,340,878]
section-code: 8075 [269,41,291,52]
notice-paragraph: The foregoing notwithstanding, nothing in O.C.G.A. § 44-14-162.2 shall be construed to require Albertelli Law to negotiate, amend, or modify the terms of the mortgage instrument or debt of the above-described person. [658,121,781,142]
notice-title: NOTICE OF SALE UNDER POWER STATE OF GEORGIA, COUNTY OF CHEROKEE [398,605,521,617]
notice-line: 11:6,13,20,27-2025 [49,699,90,705]
notice-title: NOTICE OF SALE UNDER POWER GEORGIA, CHEROKEE COUNTY [19,296,120,307]
notice-id: GPN-11 [321,879,338,885]
column-3 [268,40,391,1578]
notice-paragraph: THERE IS ALSO CONVEYED HEREIN, A 20 FOOT PERPETUAL EASEMENT FOR THE PURPOSES OF ACCESS, INGRESS AND EGRESS OVER AND UPON THE EXISTING GRAVEL DRIVEWAY PROVIDING ACCESS TO THE ABOVE DESCRIBED TRACT FROM THE NORTHERLY RIGHT OF WAY OF SMITH ROAD, BEING 10 FEET ON EITHER SIDE OF THE CENTERLINE OF SAID EASEMENT BEING MORE PARTICULARLY SHOWN ON THE ABOVE REFERENCED PLAT OF SURVEY. [398,785,521,837]
notice-paragraph: Pursuant to the Power of Sale contained in a Security Deed given by Christopher A. Houston to Mortgage Electronic Registration Systems, Inc. as grantee, as nominee for Mega Capital Funding, Inc., its successors and assigns dated 3/22/2023 and recorded in Deed Book 16654 Page 2918 Cherokee County, Georgia records; as last transferred to or acquired by AmeriHome Mortgage Company, LLC, conveying the after-described property to secure a Note in the original principal amount of $435,838.00, with interest at the rate specified therein, there will be sold by the undersigned at public outcry to the highest bidder for cash before the Courthouse door of Cherokee County, Georgia (or such other area as designated by Order of the Superior Court of said county), within the legal hours of sale on December 2, 2025 (being the first Tuesday of said month unless said date falls on a Federal Holiday, in which case being the first Wednesday of said month), the following described property: ALL THAT TRACT OR PARCEL OF LAND LYING AND BEING IN LAND LOT 191 OF THE 15TH DISTRICT, 2ND SECTION, CHEROKEE COUNTY, GEORGIA, AS SHOWN ON PLAT FOR GAY H. ROTHER, SAID PLAT RECORDED IN PLAT BOOK 19, PAGE 181, CHEROKEE COUNTY PLAT RECORDS, SAID PLAT BEING INCORPORATED HEREIN BY REFERENCE THERETO AND BEING MORE PARTICULARLY DESCRIBED AS FOLLOWS: [138,835,261,968]
notice-line: Miller, George & Suggs, PLLC [688,158,751,164]
